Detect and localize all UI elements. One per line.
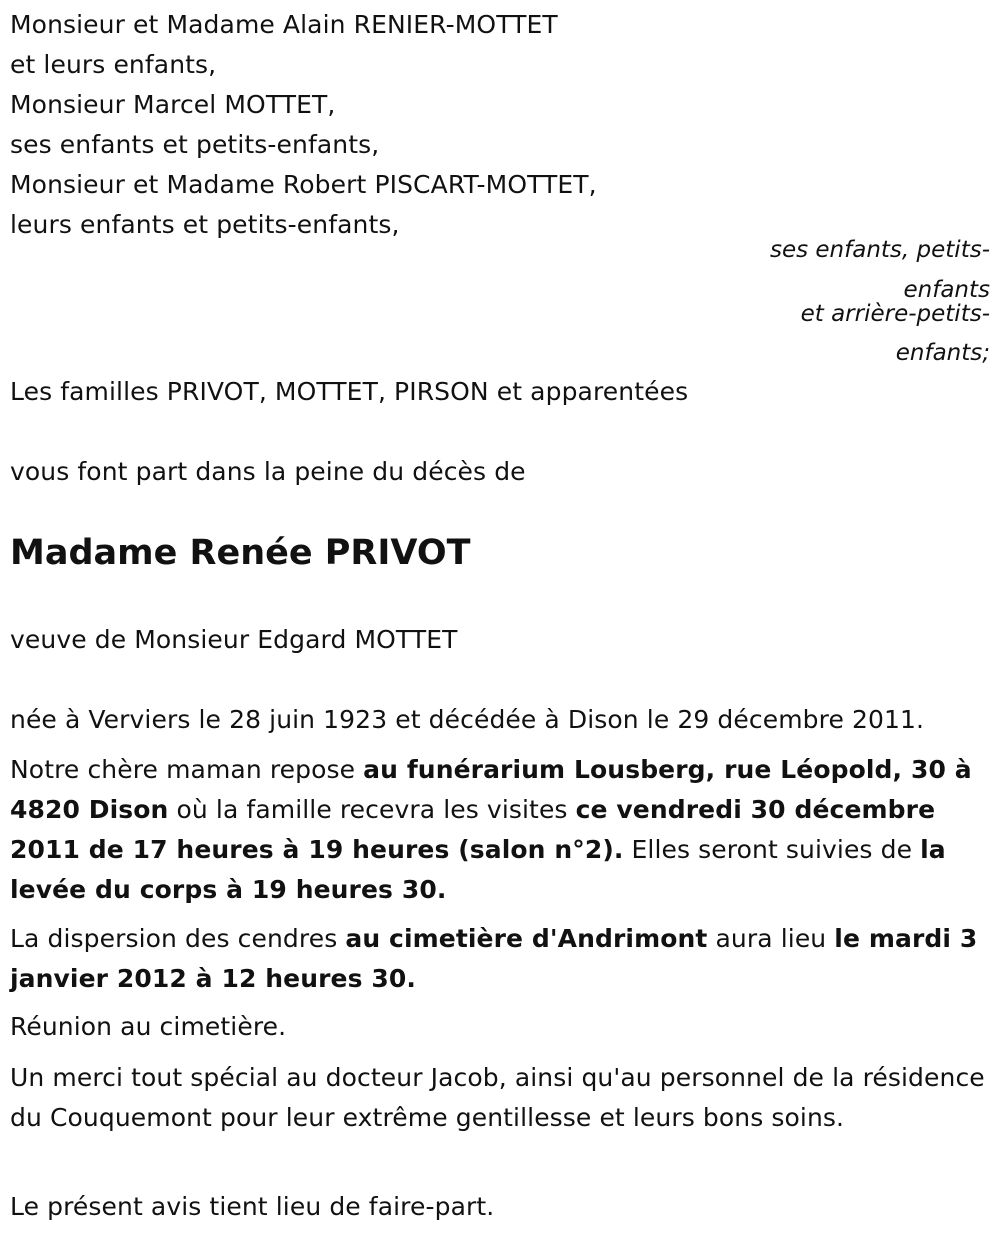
right-note-line-4: enfants; — [895, 340, 990, 366]
funerarium-location: au funérarium Lousberg, rue Léopold, 30 à 4820 Dison — [10, 755, 972, 824]
funerarium-paragraph — [10, 750, 995, 910]
dispersion-time: le mardi 3 janvier 2012 à 12 heures 30. — [10, 924, 978, 993]
deceased-name: Madame Renée PRIVOT — [10, 533, 471, 573]
funerarium-text-2: où la famille recevra les visites — [168, 795, 576, 824]
visit-time: ce vendredi 30 décembre 2011 de 17 heures à 19 heures (salon n°2). — [10, 795, 936, 864]
family-line-2: et leurs enfants, — [10, 50, 217, 79]
family-line-5: Monsieur et Madame Robert PISCART-MOTTET, — [10, 170, 597, 199]
family-line-6: leurs enfants et petits-enfants, — [10, 210, 400, 239]
dispersion-paragraph — [10, 919, 995, 999]
dispersion-location: au cimetière d'Andrimont — [345, 924, 708, 953]
closing-line: Le présent avis tient lieu de faire-part. — [10, 1192, 495, 1221]
right-note-line-2: enfants — [903, 277, 990, 303]
apparentees-line: Les familles PRIVOT, MOTTET, PIRSON et apparentées — [10, 377, 689, 406]
family-line-4: ses enfants et petits-enfants, — [10, 130, 380, 159]
birth-death-line: née à Verviers le 28 juin 1923 et décédée à Dison le 29 décembre 2011. — [10, 705, 925, 734]
funerarium-text-3: Elles seront suivies de — [623, 835, 921, 864]
funerarium-text-1: Notre chère maman repose — [10, 755, 364, 784]
right-note-line-1: ses enfants, petits- — [769, 237, 990, 263]
intro-line: vous font part dans la peine du décès de — [10, 457, 526, 486]
family-line-1: Monsieur et Madame Alain RENIER-MOTTET — [10, 10, 558, 39]
family-line-3: Monsieur Marcel MOTTET, — [10, 90, 336, 119]
levee-du-corps: la levée du corps à 19 heures 30. — [10, 835, 946, 904]
reunion-line: Réunion au cimetière. — [10, 1012, 287, 1041]
right-note-line-3: et arrière-petits- — [800, 301, 990, 327]
widow-of-line: veuve de Monsieur Edgard MOTTET — [10, 625, 458, 654]
dispersion-text-1: La dispersion des cendres — [10, 924, 346, 953]
dispersion-text-2: aura lieu — [707, 924, 835, 953]
thanks-paragraph: Un merci tout spécial au docteur Jacob, ainsi qu'au personnel de la résidence du Couquemont pour leur extrême gentillesse et leurs bons soins. — [10, 1063, 985, 1132]
